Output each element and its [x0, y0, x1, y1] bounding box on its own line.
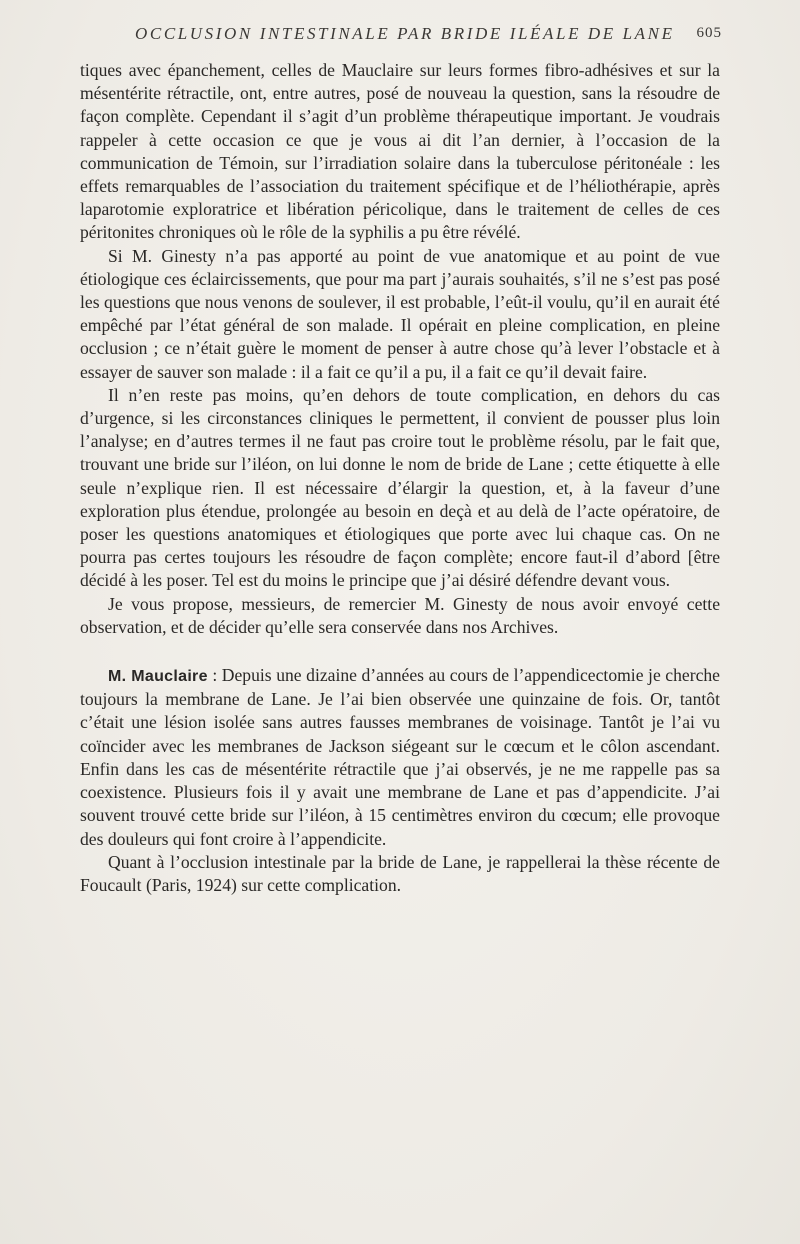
- body-text: [80, 59, 720, 897]
- paragraph-ginesty-analysis: Si M. Ginesty n’a pas apporté au point de vue anatomique et au point de vue étiologique ces éclaircissements, que pour ma part j’aurais souhaités, s’il ne s’est pas posé les questions que nous venons de soulever, il est probable, l’eût-il voulu, qu’il en aurait été empêché par l’état général de son malade. Il opérait en pleine complication, en pleine occlusion ; ce n’était guère le moment de penser à autre chose qu’à lever l’obstacle et à essayer de sauver son malade : il a fait ce qu’il a pu, il a fait ce qu’il devait faire.: [80, 245, 720, 382]
- paragraph-complication: Il n’en reste pas moins, qu’en dehors de toute complication, en dehors du cas d’urgence, si les circonstances cliniques le permettent, il convient de pousser plus loin l’analyse; en d’autres termes il ne faut pas croire tout le problème résolu, par le fait que, trouvant une bride sur l’iléon, on lui donne le nom de bride de Lane ; cette étiquette à elle seule n’explique rien. Il est nécessaire d’élargir la question, et, à la faveur d’une exploration plus étendue, prolongée au besoin en deçà et au delà de l’acte opératoire, de poser les questions anatomiques et étiologiques que porte avec lui chaque cas. On ne pourra pas certes toujours les résoudre de façon complète; encore faut-il d’abord [être décidé à les poser. Tel est du moins le principe que j’ai désiré défendre devant vous.: [80, 384, 720, 591]
- intervention-text: : Depuis une dizaine d’années au cours de l’appendicectomie je cherche toujours la membrane de Lane. Je l’ai bien observée une quinzaine de fois. Or, tantôt c’était une lésion isolée sans autres fausses membranes de voisinage. Tantôt je l’ai vu coïncider avec les membranes de Jackson siégeant sur le cœcum et le côlon ascendant. Enfin dans les cas de mésentérite rétractile que j’ai observés, je ne me rappelle pas sa coexistence. Plusieurs fois il y avait une membrane de Lane et pas d’appendicite. J’ai souvent trouvé cette bride sur l’iléon, à 15 centimètres environ du cœcum; elle provoque des douleurs qui font croire à l’appendicite.: [80, 665, 720, 849]
- running-title: OCCLUSION INTESTINALE PAR BRIDE ILÉALE DE LANE: [135, 24, 675, 43]
- paragraph-continuation: tiques avec épanchement, celles de Mauclaire sur leurs formes fibro-adhésives et sur la mésentérite rétractile, ont, entre autres, posé de nouveau la question, sans la résoudre de façon complète. Cependant il s’agit d’un problème thérapeutique important. Je voudrais rappeler à cette occasion ce que je vous ai dit l’an dernier, à l’occasion de la communication de Témoin, sur l’irradiation solaire dans la tuberculose péritonéale : les effets remarquables de l’association du traitement spécifique et de l’héliothérapie, après laparotomie exploratrice et libération péricolique, dans le traitement de celles de ces péritonites chroniques où le rôle de la syphilis a pu être révélé.: [80, 60, 720, 243]
- page-number: 605: [696, 25, 722, 41]
- page-header: [80, 24, 720, 48]
- paragraph-closing: Quant à l’occlusion intestinale par la bride de Lane, je rappellerai la thèse récente de Foucault (Paris, 1924) sur cette complication.: [80, 851, 720, 895]
- paragraph-conclusion: Je vous propose, messieurs, de remercier M. Ginesty de nous avoir envoyé cette observation, et de décider qu’elle sera conservée dans nos Archives.: [80, 593, 720, 637]
- paragraph-mauclaire-intervention: [80, 664, 720, 851]
- speaker-name: M. Mauclaire: [108, 668, 208, 686]
